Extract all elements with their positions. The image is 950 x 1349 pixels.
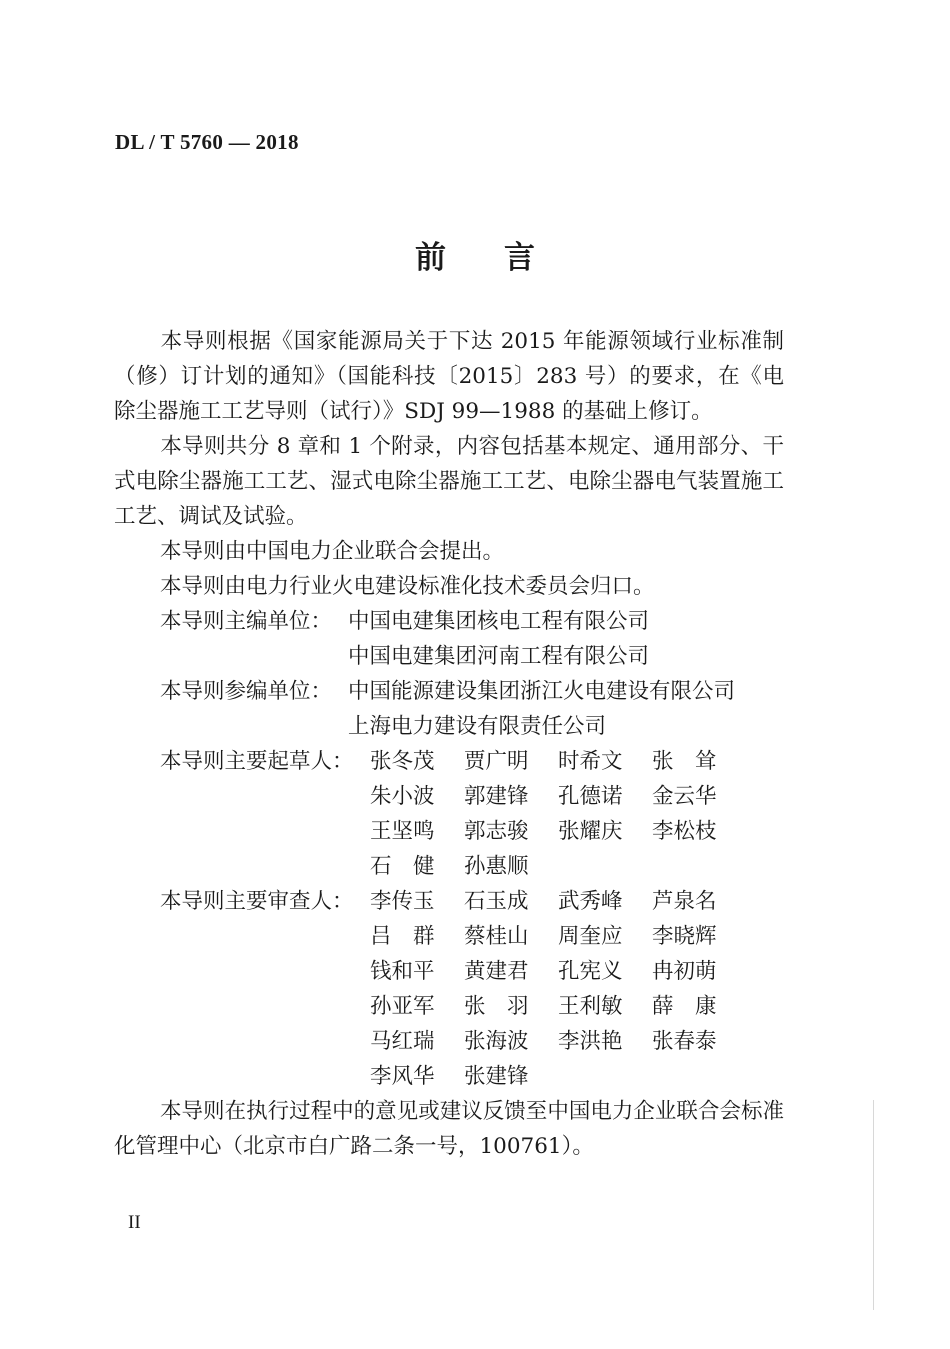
reviewer-name: 王利敏 [558,994,623,1019]
contents-paragraph [114,429,784,534]
reviewer-name: 张海波 [464,1029,529,1054]
reviewer-name: 李传玉 [370,889,435,914]
drafters-names [370,744,770,884]
drafter-name: 时希文 [558,749,623,774]
drafters-row [370,849,770,884]
drafter-name: 张耀庆 [558,819,623,844]
scan-edge-line [873,1100,874,1310]
reviewer-name: 张 羽 [464,994,529,1019]
feedback-text: 本导则在执行过程中的意见或建议反馈至中国电力企业联合会标准化管理中心（北京市白广路二条一号，100761）。 [114,1099,784,1159]
reviewer-name: 李洪艳 [558,1029,623,1054]
reviewer-name: 孔宪义 [558,959,623,984]
reviewer-name: 吕 群 [370,924,435,949]
drafter-name: 孔德诺 [558,784,623,809]
reviewers-row [370,954,770,989]
reviewer-name: 马红瑞 [370,1029,435,1054]
chief-unit-1: 中国电建集团核电工程有限公司 [348,609,650,634]
reviewer-name: 蔡桂山 [464,924,529,949]
reviewer-name: 周奎应 [558,924,623,949]
reviewers-row [370,884,770,919]
reviewer-name: 薛 康 [652,994,717,1019]
reviewer-name: 孙亚军 [370,994,435,1019]
drafter-name: 贾广明 [464,749,529,774]
drafter-name: 郭建锋 [464,784,529,809]
proposer-line: 本导则由中国电力企业联合会提出。 [160,539,505,564]
reviewer-name: 黄建君 [464,959,529,984]
drafters-row [370,744,770,779]
drafter-name: 石 健 [370,854,435,879]
drafter-name: 朱小波 [370,784,435,809]
reviewers-label: 本导则主要审查人： [160,889,354,914]
drafter-name: 李松枝 [652,819,717,844]
drafter-name: 张冬茂 [370,749,435,774]
contents-text: 本导则共分 8 章和 1 个附录，内容包括基本规定、通用部分、干式电除尘器施工工艺、湿式电除尘器施工工艺、电除尘器电气装置施工工艺、调试及试验。 [114,434,784,529]
feedback-paragraph [114,1094,784,1164]
reviewer-name: 李晓辉 [652,924,717,949]
drafter-name: 孙惠顺 [464,854,529,879]
reviewers-row [370,989,770,1024]
drafters-row [370,779,770,814]
participating-units-label: 本导则参编单位： [160,679,333,704]
reviewers-row [370,919,770,954]
reviewer-name: 武秀峰 [558,889,623,914]
chief-unit-2: 中国电建集团河南工程有限公司 [348,644,650,669]
drafters-row [370,814,770,849]
reviewer-name: 石玉成 [464,889,529,914]
reviewer-name: 李风华 [370,1064,435,1089]
participating-unit-1: 中国能源建设集团浙江火电建设有限公司 [348,679,736,704]
title-char-2: 言 [504,240,535,276]
reviewers-names [370,884,770,1094]
drafters-label: 本导则主要起草人： [160,749,354,774]
drafter-name: 王坚鸣 [370,819,435,844]
title-char-1: 前 [415,240,446,276]
page-title [0,232,950,277]
drafter-name: 张 耸 [652,749,717,774]
drafter-name: 金云华 [652,784,717,809]
participating-unit-2: 上海电力建设有限责任公司 [348,714,607,739]
basis-text: 本导则根据《国家能源局关于下达 2015 年能源领域行业标准制（修）订计划的通知》（国能科技〔2015〕283 号）的要求，在《电除尘器施工工艺导则（试行）》SDJ 99—1988 的基础上修订。 [114,329,784,424]
reviewers-row [370,1059,770,1094]
reviewer-name: 张建锋 [464,1064,529,1089]
standard-code: DL / T 5760 — 2018 [115,130,299,154]
reviewer-name: 钱和平 [370,959,435,984]
page-number: II [128,1212,141,1233]
basis-paragraph [114,324,784,429]
reviewer-name: 张春泰 [652,1029,717,1054]
drafter-name: 郭志骏 [464,819,529,844]
jurisdiction-line: 本导则由电力行业火电建设标准化技术委员会归口。 [160,574,655,599]
reviewers-row [370,1024,770,1059]
reviewer-name: 冉初萌 [652,959,717,984]
chief-units-label: 本导则主编单位： [160,609,333,634]
reviewer-name: 芦泉名 [652,889,717,914]
